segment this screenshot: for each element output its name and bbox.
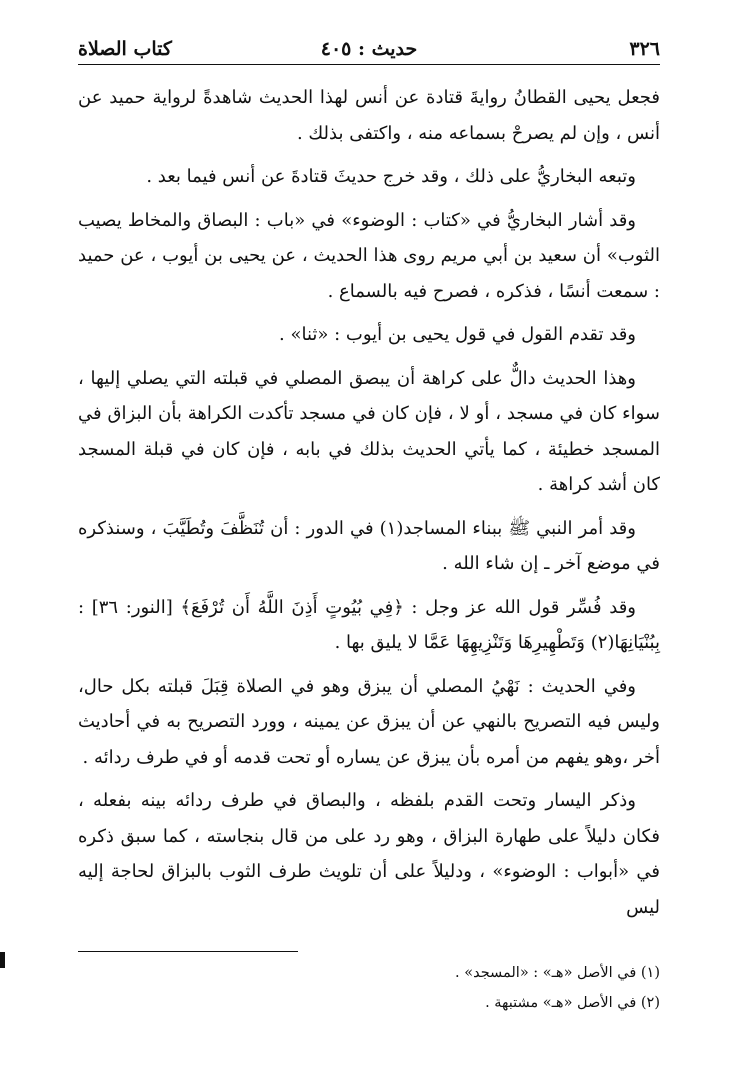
paragraph: وقد أشار البخاريُّ في «كتاب : الوضوء» في «باب : البصاق والمخاط يصيب الثوب» أن سعيد بن أبي مريم روى هذا الحديث ، عن يحيى بن أيوب ، عن حميد : سمعت أنسًا ، فذكره ، فصرح فيه بالسماع . [78, 209, 660, 302]
paragraph: وفي الحديث : نَهْيُ المصلي أن يبزق وهو في الصلاة قِبَلَ قبلته بكل حال، وليس فيه التصريح بالنهي عن أن يبزق عن يمينه ، وورد التصريح به في أحاديث أخر ،وهو يفهم من أمره بأن يبزق عن يساره أو تحت قدمه أو في طرف ردائه . [78, 675, 660, 768]
paragraph: فجعل يحيى القطانُ روايةَ قتادة عن أنس لهذا الحديث شاهدةً لرواية حميد عن أنس ، وإن لم يصرحْ بسماعه منه ، واكتفى بذلك . [78, 87, 660, 144]
paragraph: وقد أمر النبي ﷺ ببناء المساجد(١) في الدور : أن تُنَظَّفَ وتُطَيَّبَ ، وسنذكره في موضع آخر ـ إن شاء الله . [78, 517, 660, 574]
page-number: ٣٢٦ [629, 38, 660, 60]
paragraph: وتبعه البخاريُّ على ذلك ، وقد خرج حديثَ قتادةَ عن أنس فيما بعد . [146, 166, 636, 187]
footnote-divider [78, 951, 298, 952]
footnote: (٢) في الأصل «هـ» مشتبهة . [485, 995, 660, 1011]
hadith-number: حديث : ٤٠٥ [320, 38, 418, 60]
book-title: كتاب الصلاة [78, 38, 172, 60]
paragraph: وقد تقدم القول في قول يحيى بن أيوب : «ثنا» . [279, 324, 636, 345]
footnote: (١) في الأصل «هـ» : «المسجد» . [455, 965, 660, 981]
paragraph: وهذا الحديث دالٌّ على كراهة أن يبصق المصلي في قبلته التي يصلي إليها ، سواء كان في مسجد ، أو لا ، فإن كان في مسجد تأكدت الكراهة بأن البزاق في المسجد خطيئة ، كما يأتي الحديث بذلك في بابه ، فإن كان في قبلة المسجد كان أشد كراهة . [78, 367, 660, 495]
footnotes [78, 958, 660, 1018]
main-text [78, 80, 660, 933]
paragraph: وذكر اليسار وتحت القدم بلفظه ، والبصاق في طرف ردائه بينه بفعله ، فكان دليلاً على طهارة البزاق ، وهو رد على من قال بنجاسته ، كما سبق ذكره في «أبواب : الوضوء» ، ودليلاً على أن تلويث طرف الثوب بالبزاق لحاجة إليه ليس [78, 790, 660, 918]
running-header [78, 34, 660, 65]
scan-edge-mark [0, 952, 5, 968]
paragraph: وقد فُسِّر قول الله عز وجل : ﴿فِي بُيُوتٍ أَذِنَ اللَّهُ أَن تُرْفَعَ﴾ [النور: ٣٦] : بِبُنْيَانِهَا(٢) وَتَطْهِيرِهَا وَتَنْزِيهِهَا عَمَّا لا يليق بها . [78, 596, 660, 653]
